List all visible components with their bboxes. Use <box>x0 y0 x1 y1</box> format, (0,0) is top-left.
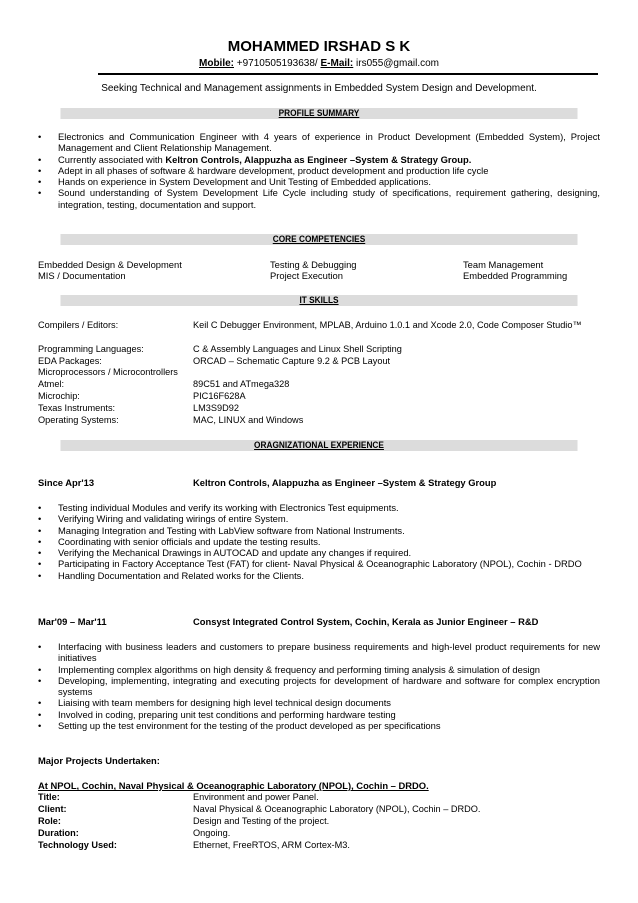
section-header-core-competencies: CORE COMPETENCIES <box>60 234 577 245</box>
list-item: • Managing Integration and Testing with LabView software from National Instruments. <box>38 525 600 536</box>
project-label: Role: <box>38 816 61 826</box>
skill-label: Microprocessors / Microcontrollers <box>38 367 178 377</box>
section-header-profile-summary: PROFILE SUMMARY <box>60 108 577 119</box>
competency-item: Embedded Design & Development <box>38 259 182 270</box>
list-item: • Verifying Wiring and validating wirings of entire System. <box>38 513 600 524</box>
competency-item: Project Execution <box>270 270 343 281</box>
mobile-label: Mobile: <box>199 58 234 69</box>
project-label: Title: <box>38 792 60 802</box>
contact-line <box>0 58 638 69</box>
list-item: • Adept in all phases of software & hardware development, product development and production life cycle <box>38 165 600 176</box>
list-item: • Developing, implementing, integrating and executing projects for development of hardware and software for complex encryption systems <box>38 675 600 698</box>
mobile-value: +9710505193638/ <box>234 58 321 69</box>
list-item: • Testing individual Modules and verify its working with Electronics Test equipments. <box>38 502 600 513</box>
skill-label: Atmel: <box>38 379 65 389</box>
competency-item: Testing & Debugging <box>270 259 357 270</box>
project-label: Duration: <box>38 828 79 838</box>
projects-heading: Major Projects Undertaken: <box>38 755 160 766</box>
list-item: • Liaising with team members for designing high level technical design documents <box>38 697 600 708</box>
skill-value: MAC, LINUX and Windows <box>193 415 304 425</box>
project-value: Environment and power Panel. <box>193 792 319 802</box>
job-organization: Consyst Integrated Control System, Cochin, Kerala as Junior Engineer – R&D <box>193 616 539 627</box>
skill-value: ORCAD – Schematic Capture 9.2 & PCB Layout <box>193 356 391 366</box>
current-prefix: Currently associated with <box>58 153 166 165</box>
job-period: Mar'09 – Mar'11 <box>38 616 107 627</box>
section-header-experience: ORAGNIZATIONAL EXPERIENCE <box>60 440 577 451</box>
list-item: • Verifying the Mechanical Drawings in AUTOCAD and update any changes if required. <box>38 547 600 558</box>
skill-label: EDA Packages: <box>38 356 102 366</box>
project-value: Ongoing. <box>193 828 231 838</box>
list-item: • Hands on experience in System Development and Unit Testing of Embedded applications. <box>38 176 600 187</box>
skill-label: Compilers / Editors: <box>38 320 119 330</box>
profile-summary-list <box>38 131 600 210</box>
project-value: Design and Testing of the project. <box>193 816 330 826</box>
competency-item: MIS / Documentation <box>38 270 126 281</box>
job-duties-list <box>38 641 600 731</box>
skill-value: 89C51 and ATmega328 <box>193 379 290 389</box>
project-label: Client: <box>38 804 67 814</box>
competency-item: Embedded Programming <box>463 270 568 281</box>
list-item: • Implementing complex algorithms on high density & frequency and performing timing analysis & simulation of design <box>38 664 600 675</box>
competency-item: Team Management <box>463 259 544 270</box>
email-value[interactable]: irs055@gmail.com <box>353 58 439 69</box>
project-client-heading: At NPOL, Cochin, Naval Physical & Oceanographic Laboratory (NPOL), Cochin – DRDO. <box>38 780 429 791</box>
candidate-name: MOHAMMED IRSHAD S K <box>227 38 411 55</box>
email-label: E-Mail: <box>320 58 354 69</box>
list-item: • Setting up the test environment for the testing of the product developed as per specifications <box>38 720 600 731</box>
project-value: Naval Physical & Oceanographic Laboratory (NPOL), Cochin – DRDO. <box>193 804 481 814</box>
skill-value: C & Assembly Languages and Linux Shell Scripting <box>193 344 402 354</box>
list-item: • Handling Documentation and Related works for the Clients. <box>38 570 600 581</box>
list-item: • Participating in Factory Acceptance Test (FAT) for client- Naval Physical & Oceanographic Laboratory (NPOL), Cochin - DRDO <box>38 558 600 569</box>
list-item: • Interfacing with business leaders and customers to prepare business requirements and high-level product requirements for new initiatives <box>38 641 600 664</box>
list-item: • Sound understanding of System Development Life Cycle including study of specifications, requirement gathering, designing, integration, testing, documentation and support. <box>38 187 600 210</box>
list-item: • Electronics and Communication Engineer with 4 years of experience in Product Development (Embedded System), Project Management and Client Relationship Management. <box>38 131 600 154</box>
skill-label: Microchip: <box>38 391 80 401</box>
project-value: Ethernet, FreeRTOS, ARM Cortex-M3. <box>193 840 350 850</box>
job-organization: Keltron Controls, Alappuzha as Engineer –System & Strategy Group <box>193 477 497 488</box>
skill-value: LM3S9D92 <box>193 403 239 413</box>
header-divider <box>98 73 598 75</box>
job-period: Since Apr'13 <box>38 477 95 488</box>
skill-value: PIC16F628A <box>193 391 246 401</box>
skill-value: Keil C Debugger Environment, MPLAB, Arduino 1.0.1 and Xcode 2.0, Code Composer Studio™ <box>193 320 582 330</box>
job-duties-list <box>38 502 600 581</box>
project-label: Technology Used: <box>38 840 117 850</box>
list-item: • Involved in coding, preparing unit test conditions and performing hardware testing <box>38 709 600 720</box>
skill-label: Operating Systems: <box>38 415 119 425</box>
objective-statement: Seeking Technical and Management assignments in Embedded System Design and Development. <box>101 83 537 94</box>
section-header-it-skills: IT SKILLS <box>60 295 577 306</box>
list-item: • Coordinating with senior officials and update the testing results. <box>38 536 600 547</box>
skill-label: Texas Instruments: <box>38 403 116 413</box>
skill-label: Programming Languages: <box>38 344 144 354</box>
list-item <box>38 154 600 165</box>
current-employer: Keltron Controls, Alappuzha as Engineer –System & Strategy Group. <box>165 153 472 165</box>
